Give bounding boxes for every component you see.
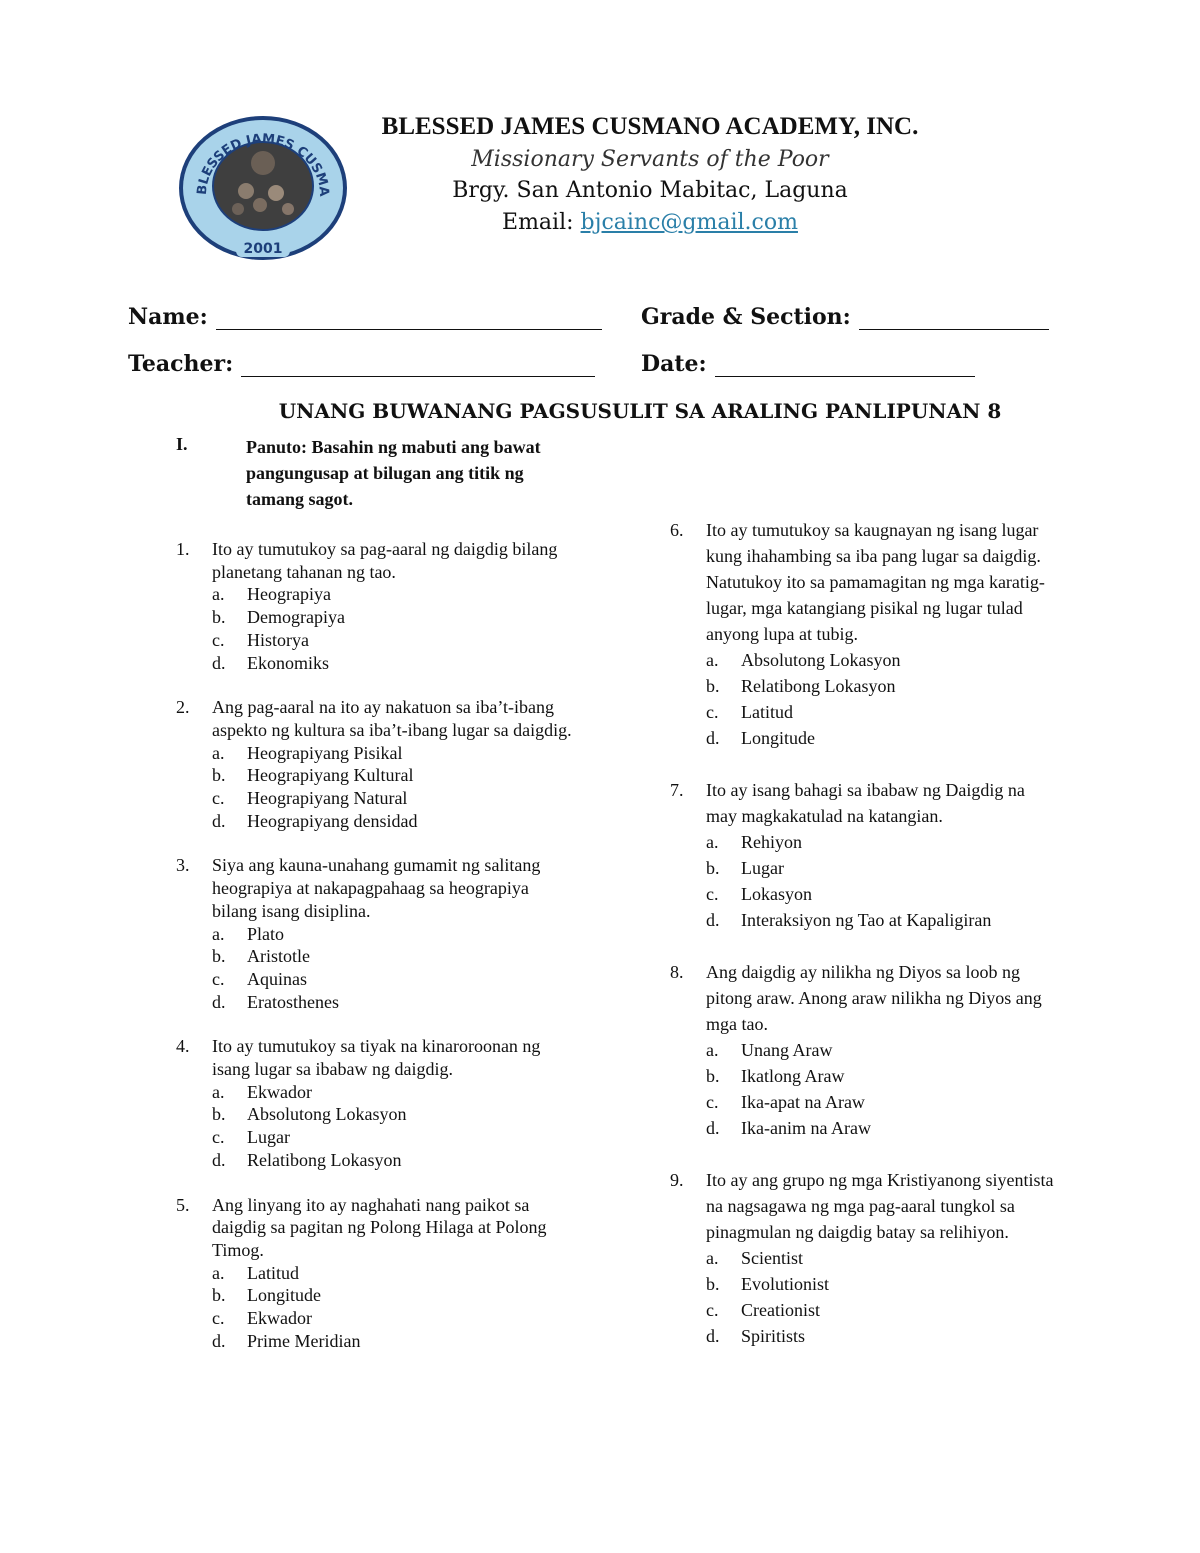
option-letter: d. — [212, 991, 226, 1012]
answer-option[interactable] — [212, 1307, 576, 1330]
answer-option[interactable] — [212, 1330, 576, 1353]
question-5 — [176, 1194, 576, 1353]
option-letter: b. — [706, 676, 720, 696]
option-letter: c. — [212, 968, 225, 989]
answer-option[interactable] — [706, 1323, 1060, 1349]
answer-option[interactable] — [706, 881, 1060, 907]
grade-section-field — [641, 304, 1049, 330]
option-text: Relatibong Lokasyon — [741, 676, 896, 696]
option-text: Lugar — [247, 1127, 290, 1148]
answer-option[interactable] — [706, 1297, 1060, 1323]
answer-option[interactable] — [212, 1149, 576, 1172]
question-number: 3. — [176, 855, 190, 876]
question-number: 1. — [176, 539, 190, 559]
svg-text:2001: 2001 — [243, 241, 283, 257]
question-text: Ito ay ang grupo ng mga Kristiyanong siyentista na nagsagawa ng mga pag-aaral tungkol sa pinagmulan ng daigdig batay sa relihiyon. — [706, 1170, 1054, 1242]
question-6 — [670, 517, 1060, 751]
answer-option[interactable] — [706, 1245, 1060, 1271]
option-text: Aristotle — [247, 946, 310, 967]
email-link[interactable]: bjcainc@gmail.com — [580, 210, 798, 235]
option-text: Heograpiyang densidad — [247, 810, 418, 831]
teacher-label: Teacher: — [128, 351, 234, 377]
option-text: Interaksiyon ng Tao at Kapaligiran — [741, 910, 992, 930]
option-letter: d. — [212, 652, 226, 673]
option-text: Absolutong Lokasyon — [247, 1104, 407, 1125]
grade-section-label: Grade & Section: — [641, 304, 851, 330]
question-8 — [670, 959, 1060, 1141]
answer-option[interactable] — [212, 1103, 576, 1126]
answer-option[interactable] — [212, 764, 576, 787]
answer-option[interactable] — [706, 1271, 1060, 1297]
question-text: Siya ang kauna-unahang gumamit ng salitang heograpiya at nakapagpahaag sa heograpiya bilang isang disiplina. — [212, 855, 541, 921]
option-text: Heograpiyang Kultural — [247, 765, 414, 786]
question-number: 4. — [176, 1036, 190, 1057]
question-number: 5. — [176, 1194, 190, 1215]
answer-option[interactable] — [706, 725, 1060, 751]
option-text: Eratosthenes — [247, 991, 339, 1012]
answer-option[interactable] — [212, 810, 576, 833]
option-text: Heograpiyang Natural — [247, 788, 408, 809]
option-letter: d. — [212, 1149, 226, 1170]
answer-option[interactable] — [706, 1037, 1060, 1063]
question-number: 2. — [176, 697, 190, 718]
date-blank[interactable] — [715, 354, 975, 377]
option-text: Longitude — [741, 728, 815, 748]
question-text: Ang pag-aaral na ito ay nakatuon sa iba’t-ibang aspekto ng kultura sa iba’t-ibang lugar sa daigdig. — [212, 697, 572, 740]
option-text: Spiritists — [741, 1326, 806, 1346]
option-text: Plato — [247, 923, 285, 944]
question-3 — [176, 854, 576, 1013]
exam-title: UNANG BUWANANG PAGSUSULIT SA ARALING PANLIPUNAN 8 — [278, 399, 1002, 423]
option-letter: c. — [706, 1300, 719, 1320]
option-letter: a. — [212, 923, 225, 944]
grade-section-blank[interactable] — [859, 307, 1049, 330]
question-number: 9. — [670, 1170, 684, 1190]
question-text: Ito ay tumutukoy sa pag-aaral ng daigdig bilang planetang tahanan ng tao. — [212, 539, 558, 582]
date-field — [641, 351, 975, 377]
option-letter: b. — [212, 1104, 226, 1125]
option-text: Ika-anim na Araw — [741, 1118, 871, 1138]
questions-right-column — [670, 517, 1060, 1375]
school-motto: Missionary Servants of the Poor — [471, 147, 829, 172]
answer-option[interactable] — [212, 742, 576, 765]
answer-option[interactable] — [706, 907, 1060, 933]
question-text: Ito ay isang bahagi sa ibabaw ng Daigdig na may magkakatulad na katangian. — [706, 780, 1025, 826]
answer-option[interactable] — [212, 923, 576, 946]
school-email — [300, 210, 1000, 235]
question-number: 8. — [670, 962, 684, 982]
svg-text:BLESSED JAMES CUSMANO ACADEMY: BLESSED JAMES CUSMA — [194, 131, 332, 197]
option-letter: d. — [706, 910, 720, 930]
name-label: Name: — [128, 304, 208, 330]
answer-option[interactable] — [706, 673, 1060, 699]
option-letter: a. — [212, 1262, 225, 1283]
answer-option[interactable] — [212, 583, 576, 606]
option-letter: a. — [706, 650, 719, 670]
option-letter: c. — [706, 1092, 719, 1112]
answer-option[interactable] — [706, 1089, 1060, 1115]
option-text: Heograpiyang Pisikal — [247, 742, 403, 763]
option-text: Latitud — [741, 702, 793, 722]
answer-option[interactable] — [212, 1262, 576, 1285]
option-text: Latitud — [247, 1262, 299, 1283]
option-text: Ekwador — [247, 1081, 312, 1102]
option-letter: c. — [706, 884, 719, 904]
option-letter: d. — [212, 1330, 226, 1351]
answer-option[interactable] — [212, 787, 576, 810]
section-instruction: Panuto: Basahin ng mabuti ang bawat pangungusap at bilugan ang titik ng tamang sagot. — [246, 437, 541, 509]
option-letter: a. — [212, 584, 225, 605]
option-text: Relatibong Lokasyon — [247, 1149, 402, 1170]
option-text: Lugar — [741, 858, 784, 878]
option-text: Prime Meridian — [247, 1330, 361, 1351]
option-letter: b. — [706, 858, 720, 878]
school-name: BLESSED JAMES CUSMANO ACADEMY, INC. — [381, 113, 919, 140]
option-letter: c. — [212, 1127, 225, 1148]
option-letter: a. — [706, 1040, 719, 1060]
option-text: Unang Araw — [741, 1040, 833, 1060]
email-label: Email: — [502, 210, 574, 235]
answer-option[interactable] — [706, 699, 1060, 725]
option-letter: a. — [212, 1081, 225, 1102]
option-letter: b. — [706, 1274, 720, 1294]
option-letter: b. — [212, 946, 226, 967]
option-text: Creationist — [741, 1300, 820, 1320]
answer-option[interactable] — [212, 991, 576, 1014]
teacher-blank[interactable] — [241, 354, 595, 377]
answer-option[interactable] — [212, 945, 576, 968]
question-9 — [670, 1167, 1060, 1349]
option-letter: c. — [212, 788, 225, 809]
option-letter: d. — [706, 1326, 720, 1346]
name-field — [128, 304, 602, 330]
answer-option[interactable] — [212, 1126, 576, 1149]
option-text: Demograpiya — [247, 607, 345, 628]
option-text: Ika-apat na Araw — [741, 1092, 865, 1112]
option-text: Rehiyon — [741, 832, 802, 852]
option-text: Lokasyon — [741, 884, 812, 904]
answer-option[interactable] — [706, 1115, 1060, 1141]
option-text: Absolutong Lokasyon — [741, 650, 901, 670]
school-address: Brgy. San Antonio Mabitac, Laguna — [452, 178, 848, 203]
answer-option[interactable] — [212, 1284, 576, 1307]
answer-option[interactable] — [212, 968, 576, 991]
option-letter: b. — [706, 1066, 720, 1086]
option-letter: c. — [212, 629, 225, 650]
option-letter: b. — [212, 765, 226, 786]
option-letter: a. — [706, 1248, 719, 1268]
questions-left-column — [176, 538, 576, 1375]
answer-option[interactable] — [212, 629, 576, 652]
option-text: Scientist — [741, 1248, 803, 1268]
option-letter: d. — [706, 728, 720, 748]
option-text: Ekwador — [247, 1308, 312, 1329]
option-letter: b. — [212, 607, 226, 628]
question-text: Ang linyang ito ay naghahati nang paikot sa daigdig sa pagitan ng Polong Hilaga at Polong Timog. — [212, 1194, 547, 1260]
answer-option[interactable] — [706, 647, 1060, 673]
question-text: Ang daigdig ay nilikha ng Diyos sa loob ng pitong araw. Anong araw nilikha ng Diyos ang mga tao. — [706, 962, 1042, 1034]
option-letter: a. — [706, 832, 719, 852]
question-4 — [176, 1035, 576, 1171]
section-number: I. — [176, 434, 188, 454]
question-1 — [176, 538, 576, 674]
name-blank[interactable] — [216, 307, 602, 330]
option-text: Ekonomiks — [247, 652, 330, 673]
option-text: Ikatlong Araw — [741, 1066, 845, 1086]
option-text: Longitude — [247, 1285, 321, 1306]
option-letter: a. — [212, 742, 225, 763]
option-text: Heograpiya — [247, 584, 331, 605]
option-letter: c. — [706, 702, 719, 722]
option-letter: b. — [212, 1285, 226, 1306]
date-label: Date: — [641, 351, 707, 377]
option-text: Aquinas — [247, 968, 307, 989]
answer-option[interactable] — [212, 606, 576, 629]
question-number: 7. — [670, 780, 684, 800]
answer-option[interactable] — [706, 829, 1060, 855]
question-text: Ito ay tumutukoy sa tiyak na kinaroroonan ng isang lugar sa ibabaw ng daigdig. — [212, 1036, 541, 1080]
teacher-field — [128, 351, 595, 377]
answer-option[interactable] — [212, 652, 576, 675]
option-text: Evolutionist — [741, 1274, 830, 1294]
question-7 — [670, 777, 1060, 933]
answer-option[interactable] — [212, 1081, 576, 1104]
question-text: Ito ay tumutukoy sa kaugnayan ng isang lugar kung ihahambing sa iba pang lugar sa daigdig. Natutukoy ito sa pamamagitan ng mga karatig-lugar, mga katangiang pisikal ng lugar tulad anyong lupa at tubig. — [706, 520, 1045, 644]
option-letter: d. — [706, 1118, 720, 1138]
option-text: Historya — [247, 629, 309, 650]
question-2 — [176, 696, 576, 832]
option-letter: d. — [212, 810, 226, 831]
option-letter: c. — [212, 1308, 225, 1329]
answer-option[interactable] — [706, 1063, 1060, 1089]
answer-option[interactable] — [706, 855, 1060, 881]
question-number: 6. — [670, 520, 684, 540]
